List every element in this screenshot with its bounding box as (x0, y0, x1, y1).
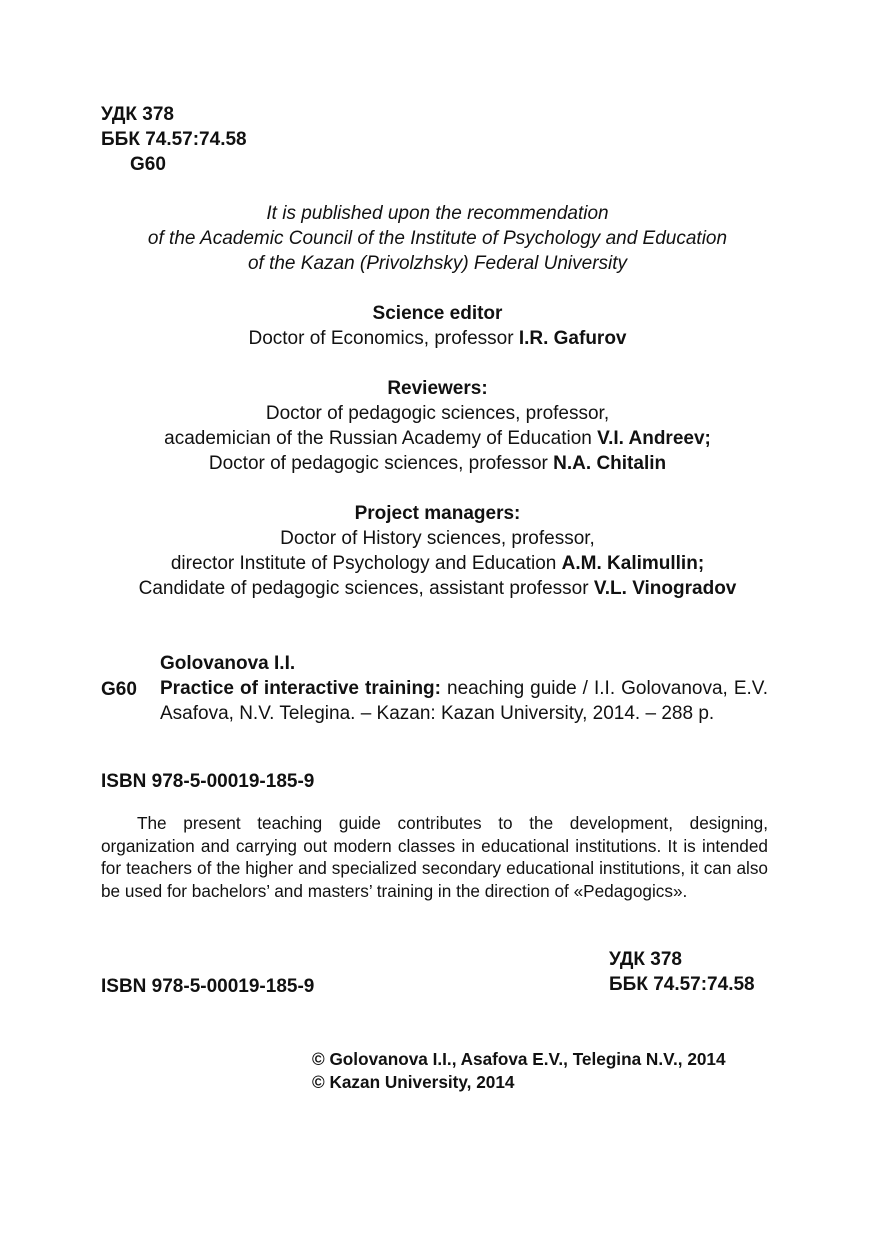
reviewer-title: academician of the Russian Academy of Education (164, 428, 598, 449)
science-editor-section (0, 301, 875, 351)
manager-name: A.M. Kalimullin; (561, 553, 705, 574)
reviewers-section (0, 376, 875, 476)
manager-title: director Institute of Psychology and Education (170, 553, 562, 574)
manager-title: Candidate of pedagogic sciences, assistant professor (138, 578, 594, 599)
reviewer-line (0, 426, 875, 451)
author-mark: G60 (130, 154, 166, 175)
reviewer-name: V.I. Andreev; (597, 428, 711, 449)
bib-title: Practice of interactive training: (160, 678, 441, 699)
recommendation-note (0, 201, 875, 276)
bib-record (160, 651, 768, 726)
udk-code-bottom: УДК 378 (609, 949, 682, 970)
bib-author: Golovanova I.I. (160, 653, 296, 674)
science-editor-name: I.R. Gafurov (518, 328, 627, 349)
reviewer-title: Doctor of pedagogic sciences, professor (208, 453, 554, 474)
abstract: The present teaching guide contributes to the development, designing, organization and carrying out modern classes in educational institutions. It is intended for teachers of the higher and specialized secondary educational institutions, it can also be used for bachelors’ and masters’ training in the direction of «Pedagogics». (101, 813, 768, 901)
science-editor-line (0, 326, 875, 351)
bib-code: G60 (101, 679, 137, 700)
bib-entry (160, 676, 768, 726)
recommendation-line: It is published upon the recommendation (266, 203, 609, 224)
copyright-block (312, 1048, 726, 1093)
udk-code: УДК 378 (101, 104, 174, 125)
manager-name: V.L. Vinogradov (593, 578, 737, 599)
manager-line: Doctor of History sciences, professor, (280, 528, 595, 549)
classification-block (101, 102, 247, 177)
copyright-line: © Golovanova I.I., Asafova E.V., Telegina N.V., 2014 (312, 1049, 726, 1069)
bib-description: neaching guide / I.I. Golovanova, E.V. Asafova, N.V. Telegina. – Kazan: Kazan University, 2014. – 288 p. (160, 678, 768, 724)
science-editor-heading: Science editor (372, 303, 503, 324)
project-managers-heading: Project managers: (354, 503, 521, 524)
bbk-code: ББК 74.57:74.58 (101, 129, 247, 150)
classification-bottom (609, 947, 755, 997)
reviewer-line: Doctor of pedagogic sciences, professor, (265, 403, 610, 424)
manager-line (0, 551, 875, 576)
copyright-line: © Kazan University, 2014 (312, 1071, 515, 1092)
bbk-code-bottom: ББК 74.57:74.58 (609, 974, 755, 995)
science-editor-title: Doctor of Economics, professor (248, 328, 519, 349)
project-managers-section (0, 501, 875, 601)
isbn-bottom: ISBN 978-5-00019-185-9 (101, 976, 315, 997)
recommendation-line: of the Kazan (Privolzhsky) Federal University (247, 253, 628, 274)
isbn: ISBN 978-5-00019-185-9 (101, 771, 315, 792)
reviewers-heading: Reviewers: (387, 378, 488, 399)
manager-line (0, 576, 875, 601)
recommendation-line: of the Academic Council of the Institute of Psychology and Education (147, 228, 728, 249)
reviewer-name: N.A. Chitalin (553, 453, 667, 474)
reviewer-line (0, 451, 875, 476)
